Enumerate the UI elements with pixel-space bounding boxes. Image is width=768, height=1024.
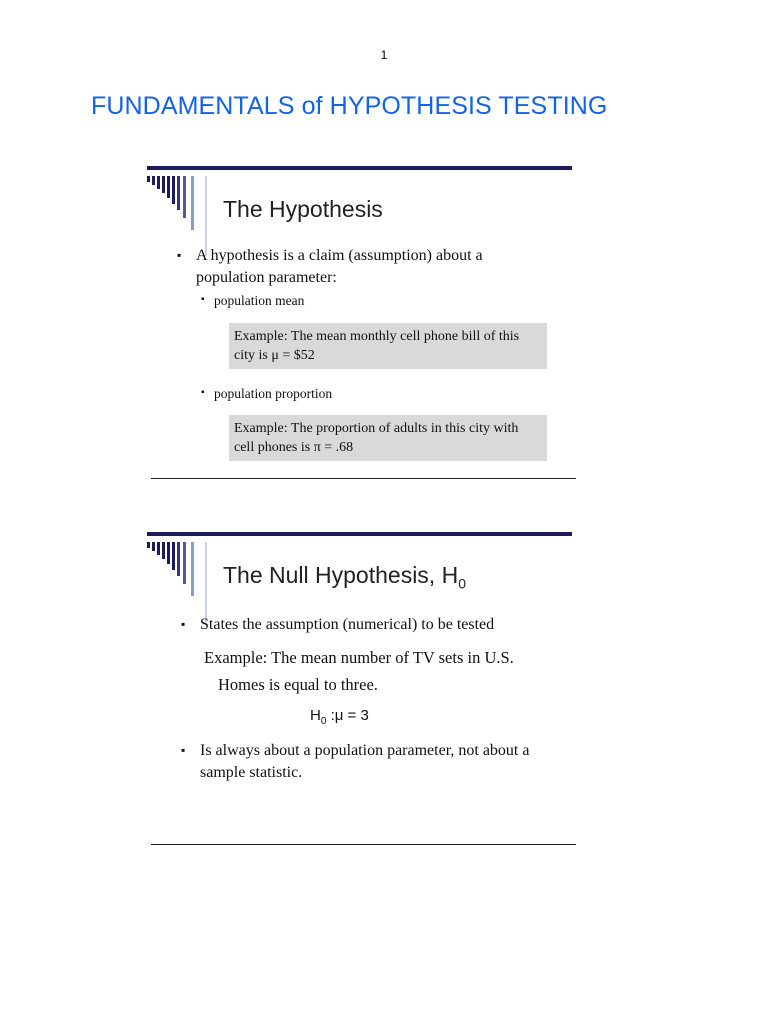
bullet-marker: ▪ — [181, 743, 186, 757]
formula-rest: :μ = 3 — [326, 707, 369, 724]
slide-bottom-rule — [151, 844, 576, 845]
bullet-text: States the assumption (numerical) to be tested — [200, 616, 495, 633]
decoration-bar — [191, 542, 194, 596]
slide-top-bar — [147, 166, 572, 170]
decoration-bar — [172, 542, 175, 570]
bullet-text: A hypothesis is a claim (assumption) about a population parameter: — [196, 247, 483, 286]
slide-title-subscript: 0 — [458, 575, 466, 592]
formula-h: H — [310, 707, 321, 724]
slide-top-bar — [147, 532, 572, 536]
bullet-item — [177, 245, 517, 289]
decoration-bar — [177, 176, 180, 210]
sub-bullet-marker: ▪ — [201, 294, 205, 305]
decoration-bar — [191, 176, 194, 230]
sub-bullet-item — [201, 292, 304, 310]
bullet-item — [181, 614, 541, 636]
bullet-text: Is always about a population parameter, not about a sample statistic. — [200, 742, 530, 781]
decoration-bar — [162, 542, 165, 559]
decoration-bar — [147, 542, 150, 548]
decoration-bar — [157, 542, 160, 555]
slide-title: The Hypothesis — [223, 196, 383, 222]
decoration-bar — [183, 542, 186, 584]
sub-bullet-item — [201, 385, 332, 403]
slide-bottom-rule — [151, 478, 576, 479]
decoration-bar — [162, 176, 165, 193]
decoration-bar — [177, 542, 180, 576]
decoration-bar — [152, 542, 155, 551]
slide-the-hypothesis — [147, 166, 577, 486]
bullet-marker: ▪ — [177, 248, 182, 262]
slide-title — [223, 562, 466, 592]
decoration-bar — [205, 542, 207, 622]
decoration-bar — [183, 176, 186, 218]
bullet-marker: ▪ — [181, 617, 186, 631]
decoration-bar — [157, 176, 160, 189]
document-title: FUNDAMENTALS of HYPOTHESIS TESTING — [91, 92, 608, 120]
formula-subscript: 0 — [320, 716, 327, 727]
page-number: 1 — [380, 48, 388, 62]
decoration-bar — [167, 542, 170, 564]
sub-bullet-marker: ▪ — [201, 387, 205, 398]
null-hypothesis-formula — [310, 707, 369, 727]
sub-bullet-text: population mean — [214, 293, 305, 308]
example-box: Example: The mean monthly cell phone bill of this city is μ = $52 — [229, 323, 547, 369]
decoration-bar — [147, 176, 150, 182]
sub-bullet-text: population proportion — [214, 386, 333, 401]
slide-title-text: The Null Hypothesis, H — [223, 562, 459, 588]
example-line: Example: The mean number of TV sets in U.S. — [204, 648, 514, 667]
bullet-item — [181, 740, 551, 784]
example-box: Example: The proportion of adults in this city with cell phones is π = .68 — [229, 415, 547, 461]
decoration-bar — [172, 176, 175, 204]
example-line: Homes is equal to three. — [218, 675, 378, 694]
decoration-bar — [152, 176, 155, 185]
decoration-bar — [205, 176, 207, 256]
decoration-bar — [167, 176, 170, 198]
slide-null-hypothesis — [147, 532, 577, 852]
